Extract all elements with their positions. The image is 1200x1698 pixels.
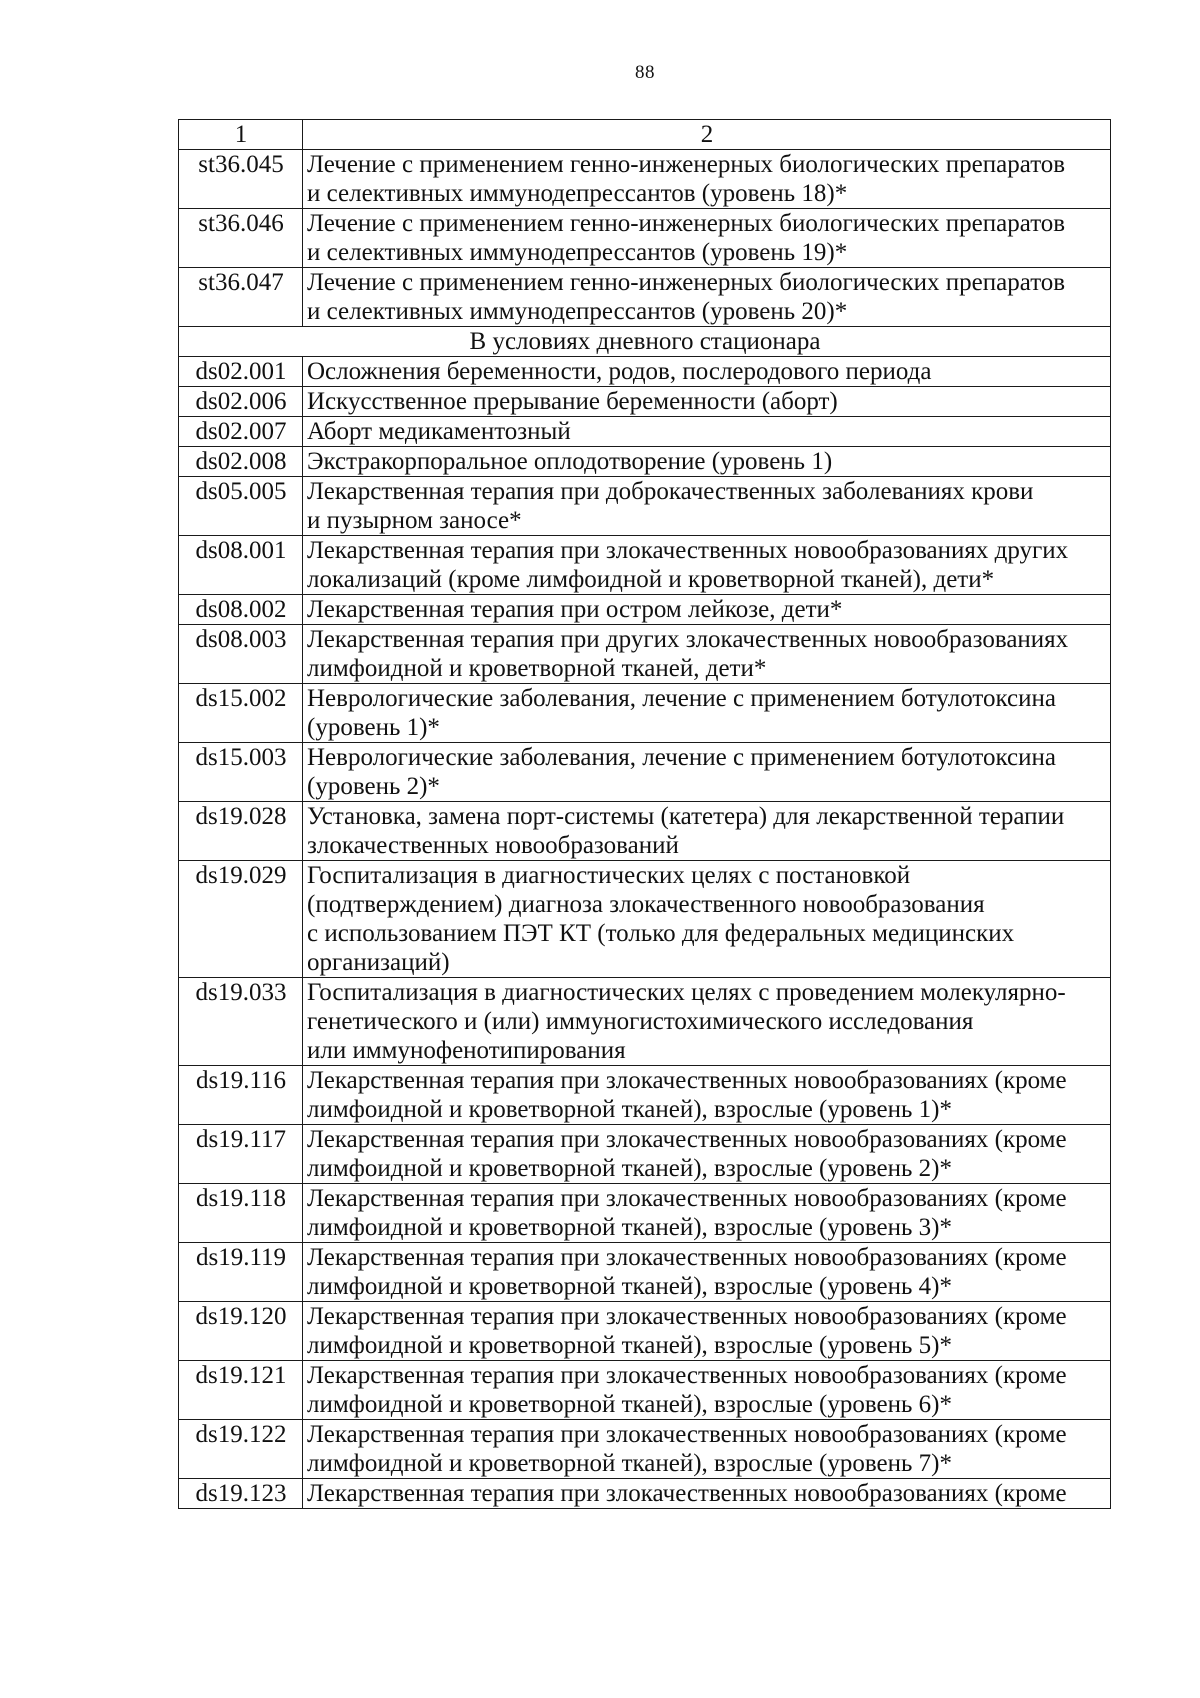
description-line: и селективных иммунодепрессантов (уровень 18)* [307,180,848,207]
row-description [303,1066,1111,1125]
tariff-table [178,119,1111,1509]
row-description [303,1302,1111,1361]
table-row [179,417,1111,447]
description-line: Искусственное прерывание беременности (аборт) [307,388,838,415]
table-row [179,978,1111,1066]
row-code: ds15.002 [179,684,303,743]
column-header-2: 2 [303,120,1111,150]
table-body [179,120,1111,1509]
table-row [179,1184,1111,1243]
description-line: Лекарственная терапия при злокачественных новообразованиях (кроме [307,1421,1067,1448]
row-code: ds08.003 [179,625,303,684]
row-code: ds08.001 [179,536,303,595]
row-description [303,1479,1111,1509]
description-line: лимфоидной и кроветворной тканей), взрослые (уровень 4)* [307,1273,952,1300]
description-line: генетического и (или) иммуногистохимического исследования [307,1008,974,1035]
table-row [179,536,1111,595]
table-row [179,1479,1111,1509]
row-code: st36.046 [179,209,303,268]
description-line: Лекарственная терапия при злокачественных новообразованиях (кроме [307,1362,1067,1389]
description-line: Экстракорпоральное оплодотворение (уровень 1) [307,448,833,475]
row-description [303,209,1111,268]
table-row [179,447,1111,477]
row-code: st36.047 [179,268,303,327]
row-code: ds19.029 [179,861,303,978]
description-line: или иммунофенотипирования [307,1037,626,1064]
row-description [303,684,1111,743]
section-title: В условиях дневного стационара [179,327,1111,357]
row-code: st36.045 [179,150,303,209]
description-line: Установка, замена порт-системы (катетера) для лекарственной терапии [307,803,1065,830]
row-description [303,861,1111,978]
row-description [303,1243,1111,1302]
row-description [303,477,1111,536]
description-line: организаций) [307,949,450,976]
row-code: ds02.001 [179,357,303,387]
table-row [179,684,1111,743]
table-row [179,150,1111,209]
description-line: Лекарственная терапия при доброкачественных заболеваниях крови [307,478,1034,505]
row-description [303,357,1111,387]
description-line: злокачественных новообразований [307,832,679,859]
description-line: (уровень 2)* [307,773,440,800]
description-line: Неврологические заболевания, лечение с применением ботулотоксина [307,685,1056,712]
table-row [179,595,1111,625]
description-line: лимфоидной и кроветворной тканей), взрослые (уровень 5)* [307,1332,952,1359]
table-row [179,387,1111,417]
row-description [303,1361,1111,1420]
description-line: Госпитализация в диагностических целях с проведением молекулярно- [307,979,1066,1006]
row-description [303,268,1111,327]
table-row [179,1302,1111,1361]
row-code: ds02.006 [179,387,303,417]
table-row [179,1125,1111,1184]
description-line: Аборт медикаментозный [307,418,571,445]
row-description [303,625,1111,684]
table-row [179,1066,1111,1125]
table-row [179,625,1111,684]
description-line: Лекарственная терапия при злокачественных новообразованиях других [307,537,1069,564]
description-line: Лекарственная терапия при злокачественных новообразованиях (кроме [307,1126,1067,1153]
column-header-1: 1 [179,120,303,150]
row-code: ds02.008 [179,447,303,477]
row-description [303,1420,1111,1479]
description-line: Лекарственная терапия при других злокачественных новообразованиях [307,626,1069,653]
table-row [179,861,1111,978]
table-row [179,268,1111,327]
description-line: Неврологические заболевания, лечение с применением ботулотоксина [307,744,1056,771]
description-line: Лекарственная терапия при злокачественных новообразованиях (кроме [307,1185,1067,1212]
row-description [303,536,1111,595]
description-line: Лекарственная терапия при злокачественных новообразованиях (кроме [307,1480,1067,1507]
table-row [179,209,1111,268]
row-code: ds15.003 [179,743,303,802]
row-description [303,417,1111,447]
description-line: и селективных иммунодепрессантов (уровень 20)* [307,298,848,325]
row-description [303,150,1111,209]
table-row [179,802,1111,861]
description-line: Лекарственная терапия при злокачественных новообразованиях (кроме [307,1067,1067,1094]
description-line: лимфоидной и кроветворной тканей), взрослые (уровень 6)* [307,1391,952,1418]
row-code: ds19.119 [179,1243,303,1302]
row-code: ds19.028 [179,802,303,861]
row-code: ds05.005 [179,477,303,536]
row-code: ds19.121 [179,1361,303,1420]
description-line: (уровень 1)* [307,714,440,741]
description-line: с использованием ПЭТ КТ (только для федеральных медицинских [307,920,1015,947]
row-description [303,978,1111,1066]
description-line: Лекарственная терапия при остром лейкозе, дети* [307,596,843,623]
table-row [179,477,1111,536]
description-line: локализаций (кроме лимфоидной и кроветворной тканей), дети* [307,566,995,593]
description-line: Госпитализация в диагностических целях с постановкой [307,862,911,889]
row-description [303,387,1111,417]
table-header-row [179,120,1111,150]
description-line: лимфоидной и кроветворной тканей), взрослые (уровень 7)* [307,1450,952,1477]
row-code: ds19.123 [179,1479,303,1509]
description-line: лимфоидной и кроветворной тканей), взрослые (уровень 3)* [307,1214,952,1241]
description-line: Лечение с применением генно-инженерных биологических препаратов [307,210,1066,237]
row-code: ds19.118 [179,1184,303,1243]
description-line: и селективных иммунодепрессантов (уровень 19)* [307,239,848,266]
row-code: ds02.007 [179,417,303,447]
description-line: (подтверждением) диагноза злокачественного новообразования [307,891,985,918]
row-code: ds19.120 [179,1302,303,1361]
table-row [179,1420,1111,1479]
row-code: ds08.002 [179,595,303,625]
description-line: Лечение с применением генно-инженерных биологических препаратов [307,151,1066,178]
description-line: лимфоидной и кроветворной тканей, дети* [307,655,767,682]
description-line: лимфоидной и кроветворной тканей), взрослые (уровень 2)* [307,1155,952,1182]
description-line: лимфоидной и кроветворной тканей), взрослые (уровень 1)* [307,1096,952,1123]
table-row [179,1361,1111,1420]
table-row [179,357,1111,387]
row-description [303,1125,1111,1184]
row-code: ds19.122 [179,1420,303,1479]
description-line: Лекарственная терапия при злокачественных новообразованиях (кроме [307,1244,1067,1271]
row-description [303,595,1111,625]
section-row [179,327,1111,357]
page-number: 88 [635,62,655,83]
table-row [179,1243,1111,1302]
row-code: ds19.117 [179,1125,303,1184]
row-description [303,802,1111,861]
description-line: и пузырном заносе* [307,507,522,534]
row-description [303,743,1111,802]
row-code: ds19.116 [179,1066,303,1125]
row-code: ds19.033 [179,978,303,1066]
description-line: Лекарственная терапия при злокачественных новообразованиях (кроме [307,1303,1067,1330]
table-row [179,743,1111,802]
row-description [303,1184,1111,1243]
description-line: Лечение с применением генно-инженерных биологических препаратов [307,269,1066,296]
row-description [303,447,1111,477]
description-line: Осложнения беременности, родов, послеродового периода [307,358,932,385]
